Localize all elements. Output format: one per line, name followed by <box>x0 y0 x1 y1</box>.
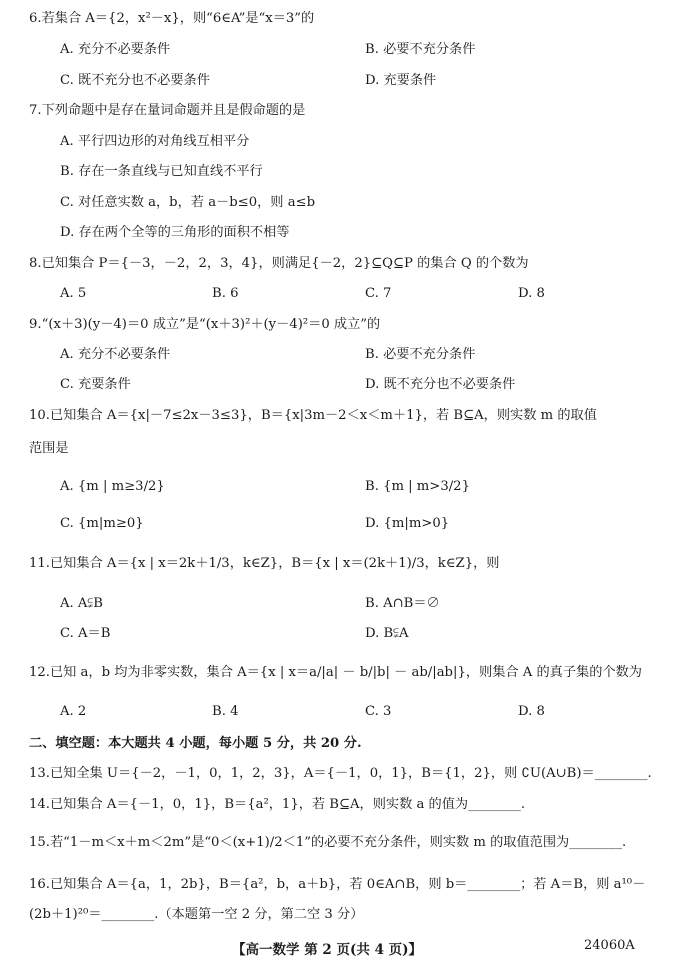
page-footer-code: 24060A <box>584 938 635 953</box>
q6-stem: 6.若集合 A＝{2，x²－x}，则“6∈A”是“x＝3”的 <box>29 11 315 26</box>
q7-option-a: A. 平行四边形的对角线互相平分 <box>60 134 250 149</box>
q8-option-a: A. 5 <box>60 286 87 301</box>
q10-option-b: B. {m | m>3/2} <box>365 479 470 494</box>
q6-option-c: C. 既不充分也不必要条件 <box>60 73 210 88</box>
q12-option-b: B. 4 <box>212 704 239 719</box>
q9-option-b: B. 必要不充分条件 <box>365 347 476 362</box>
q11-option-b: B. A∩B＝∅ <box>365 596 440 611</box>
section-heading-fill-in: 二、填空题：本大题共 4 小题，每小题 5 分，共 20 分. <box>29 736 362 751</box>
q8-option-d: D. 8 <box>518 286 545 301</box>
q16-stem-line1: 16.已知集合 A＝{a，1，2b}，B＝{a²，b，a＋b}，若 0∈A∩B，则 b＝________；若 A＝B，则 a¹⁰－ <box>29 877 646 892</box>
q7-option-d: D. 存在两个全等的三角形的面积不相等 <box>60 225 290 240</box>
q10-option-d: D. {m|m>0} <box>365 516 450 531</box>
q8-option-c: C. 7 <box>365 286 392 301</box>
q8-stem: 8.已知集合 P＝{－3，－2，2，3，4}，则满足{－2，2}⊆Q⊆P 的集合 Q 的个数为 <box>29 256 529 271</box>
q9-stem: 9.“(x＋3)(y－4)＝0 成立”是“(x＋3)²＋(y－4)²＝0 成立”的 <box>29 317 381 332</box>
q7-option-c: C. 对任意实数 a，b，若 a－b≤0，则 a≤b <box>60 195 316 210</box>
q11-option-a: A. A⫋B <box>60 596 103 611</box>
q8-option-b: B. 6 <box>212 286 239 301</box>
page-footer-title: 【高一数学 第 2 页(共 4 页)】 <box>232 942 423 958</box>
q15-stem: 15.若“1－m＜x＋m＜2m”是“0＜(x+1)/2＜1”的必要不充分条件，则实数 m 的取值范围为________. <box>29 835 627 850</box>
q10-stem-line2: 范围是 <box>29 441 69 456</box>
q6-option-a: A. 充分不必要条件 <box>60 42 171 57</box>
q12-option-d: D. 8 <box>518 704 545 719</box>
q6-option-b: B. 必要不充分条件 <box>365 42 476 57</box>
q12-option-c: C. 3 <box>365 704 392 719</box>
q12-option-a: A. 2 <box>60 704 87 719</box>
q10-option-c: C. {m|m≥0} <box>60 516 144 531</box>
q9-option-d: D. 既不充分也不必要条件 <box>365 377 516 392</box>
q7-stem: 7.下列命题中是存在量词命题并且是假命题的是 <box>29 103 306 118</box>
q6-option-d: D. 充要条件 <box>365 73 437 88</box>
q11-stem: 11.已知集合 A＝{x | x＝2k＋1/3，k∈Z}，B＝{x | x＝(2k＋1)/3，k∈Z}，则 <box>29 556 500 571</box>
q11-option-c: C. A＝B <box>60 626 111 641</box>
q16-stem-line2: (2b＋1)²⁰＝________.（本题第一空 2 分，第二空 3 分） <box>29 907 364 922</box>
q14-stem: 14.已知集合 A＝{－1，0，1}，B＝{a²，1}，若 B⊆A，则实数 a 的值为________. <box>29 797 526 812</box>
q12-stem: 12.已知 a，b 均为非零实数，集合 A＝{x | x＝a/|a| － b/|b| － ab/|ab|}，则集合 A 的真子集的个数为 <box>29 665 642 680</box>
q9-option-c: C. 充要条件 <box>60 377 131 392</box>
q7-option-b: B. 存在一条直线与已知直线不平行 <box>60 164 263 179</box>
q9-option-a: A. 充分不必要条件 <box>60 347 171 362</box>
q13-stem: 13.已知全集 U＝{－2，－1，0，1，2，3}，A＝{－1，0，1}，B＝{1，2}，则 ∁U(A∪B)＝________. <box>29 766 652 781</box>
q10-stem-line1: 10.已知集合 A＝{x|－7≤2x－3≤3}，B＝{x|3m－2＜x＜m＋1}，若 B⊆A，则实数 m 的取值 <box>29 408 597 423</box>
q11-option-d: D. B⫋A <box>365 626 409 641</box>
q10-option-a: A. {m | m≥3/2} <box>60 479 165 494</box>
